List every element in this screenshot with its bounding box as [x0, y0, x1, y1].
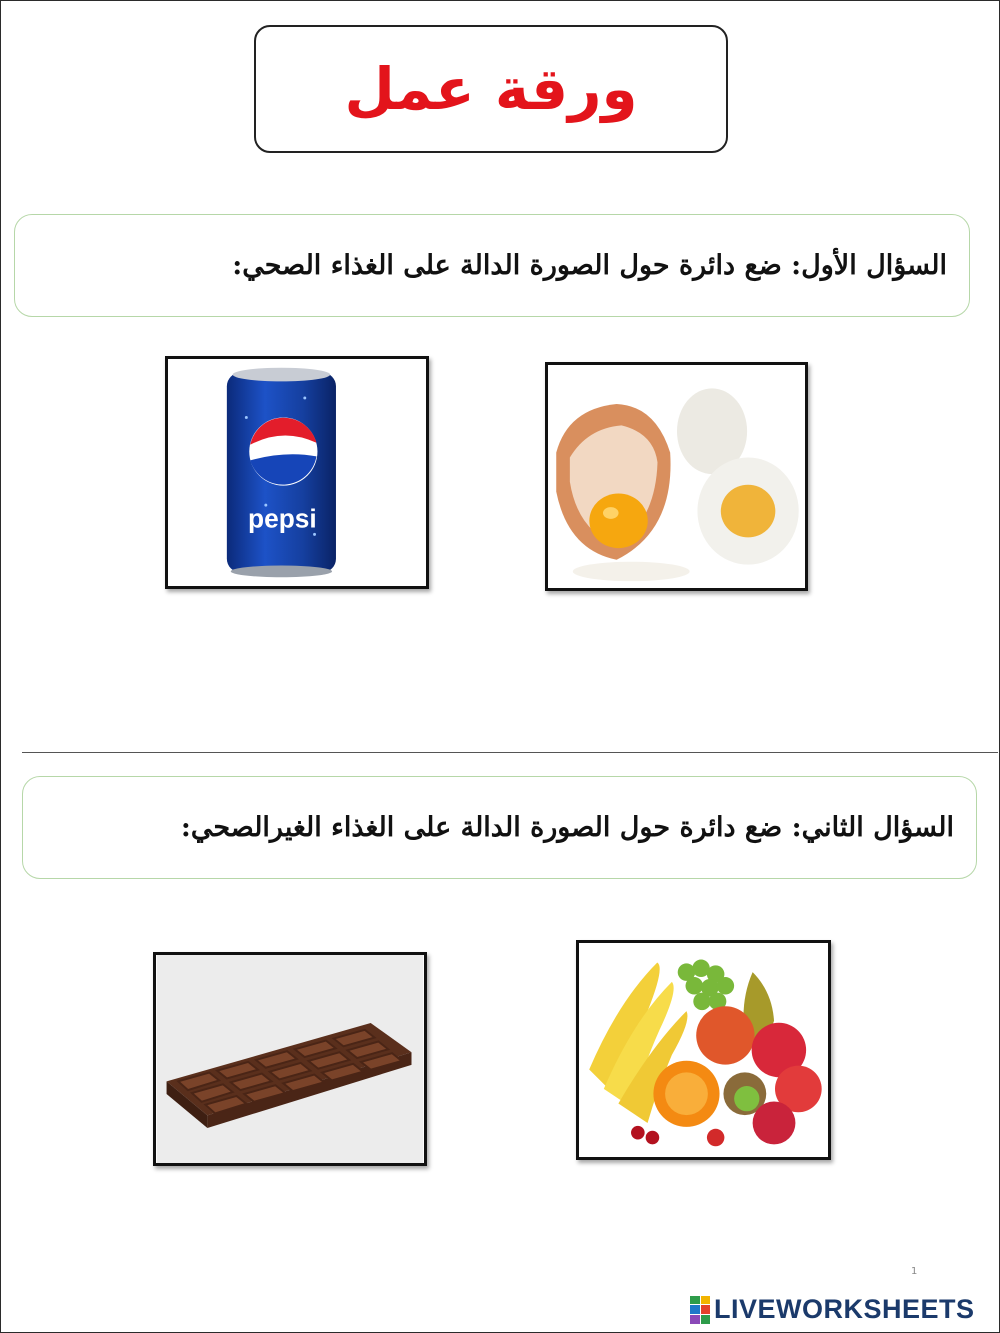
section-divider	[22, 752, 998, 753]
title-box	[254, 25, 728, 153]
question-2-text: السؤال الثاني: ضع دائرة حول الصورة الدالة على الغذاء الغيرالصحي:	[180, 812, 954, 843]
page-number: 1	[911, 1266, 918, 1277]
question-1-text: السؤال الأول: ضع دائرة حول الصورة الدالة على الغذاء الصحي:	[232, 250, 947, 281]
pepsi-can-illustration	[168, 359, 426, 586]
eggs-illustration	[548, 365, 805, 588]
question-1-box	[14, 214, 970, 317]
fruits-illustration	[579, 943, 828, 1157]
chocolate-bar-illustration	[156, 955, 424, 1163]
liveworksheets-logo-icon	[690, 1296, 710, 1324]
page-title: ورقة عمل	[344, 55, 638, 123]
fruits-image[interactable]	[576, 940, 831, 1160]
liveworksheets-brand[interactable]	[690, 1294, 975, 1325]
chocolate-bar-image[interactable]	[153, 952, 427, 1166]
liveworksheets-text: LIVEWORKSHEETS	[714, 1294, 975, 1324]
pepsi-label: pepsi	[248, 503, 317, 534]
pepsi-can-image[interactable]	[165, 356, 429, 589]
question-2-box	[22, 776, 977, 879]
eggs-image[interactable]	[545, 362, 808, 591]
